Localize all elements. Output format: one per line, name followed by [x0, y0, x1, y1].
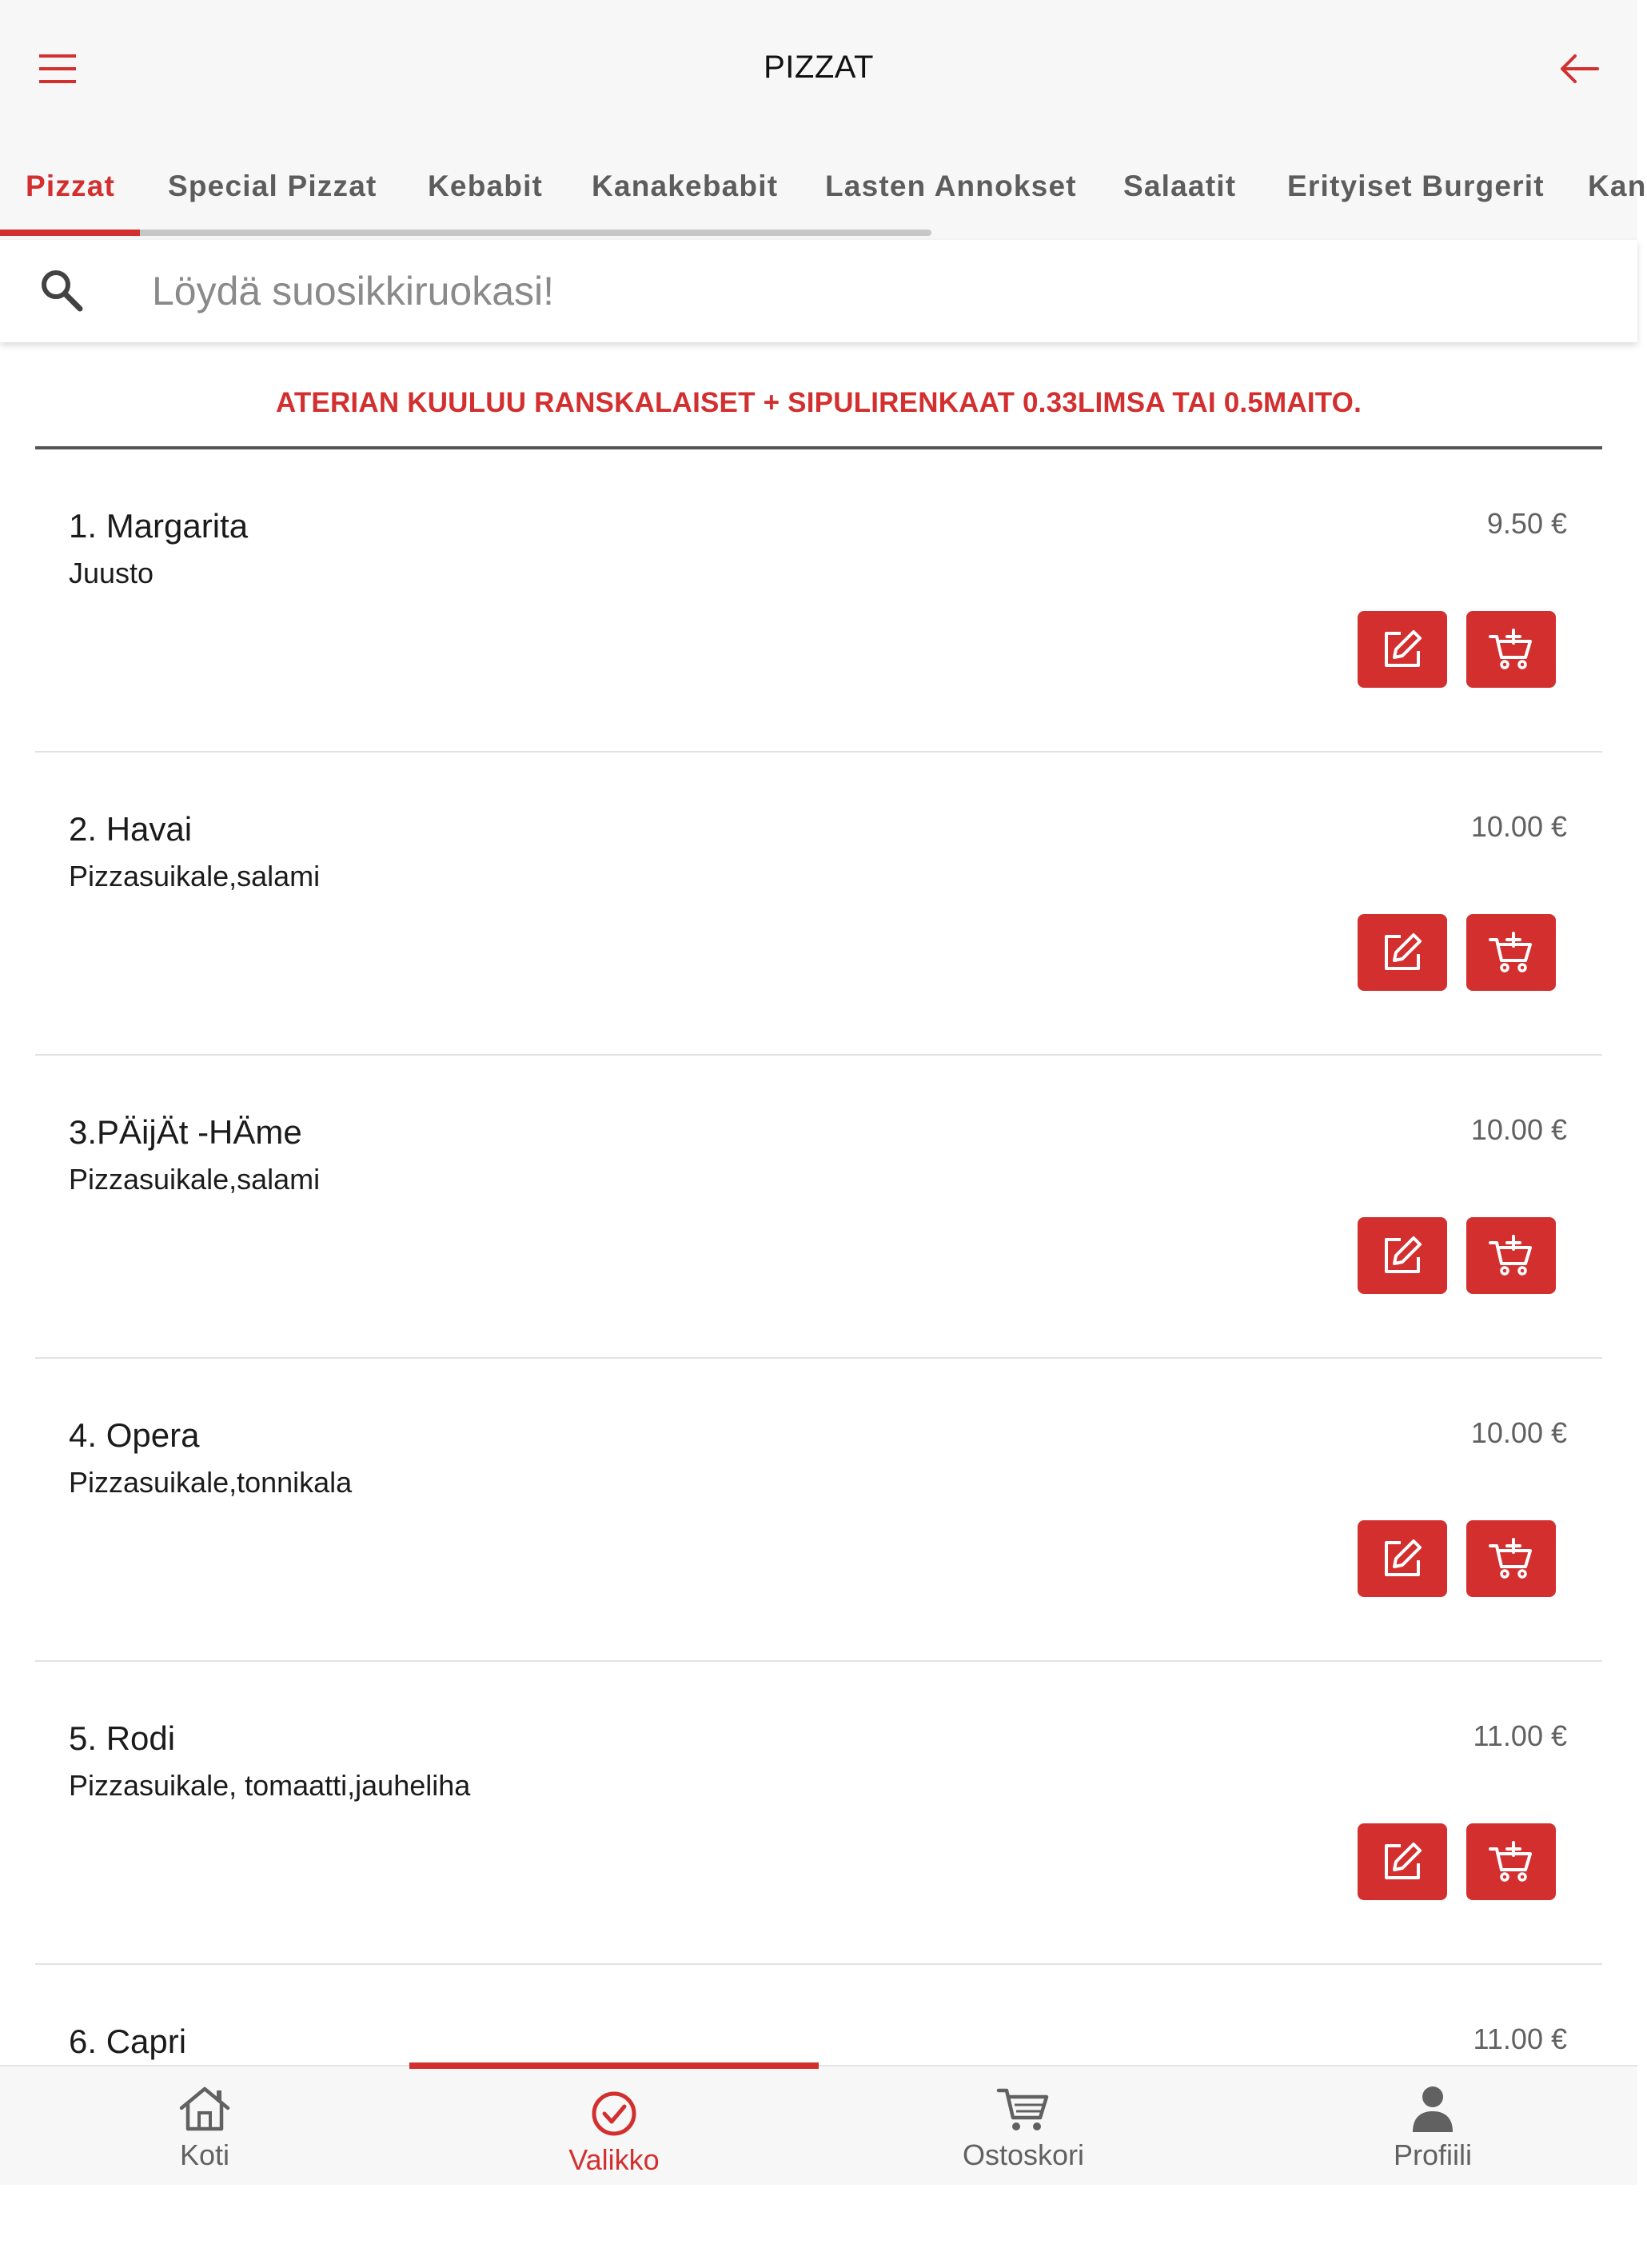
- item-description: Pizzasuikale, tomaatti,jauheliha: [69, 1769, 471, 1802]
- cart-plus-icon: [1487, 930, 1535, 975]
- tab-kebabit[interactable]: Kebabit: [428, 170, 544, 202]
- home-icon: [177, 2084, 233, 2134]
- nav-valikko[interactable]: [409, 2066, 819, 2186]
- edit-icon: [1380, 930, 1425, 975]
- search-icon: [38, 267, 85, 313]
- item-name: 1. Margarita: [69, 507, 249, 545]
- item-name: 5. Rodi: [69, 1719, 176, 1757]
- add-to-cart-button[interactable]: [1466, 611, 1556, 688]
- back-button[interactable]: [1549, 46, 1609, 91]
- list-item: [35, 1662, 1602, 1965]
- tab-lasten-annokset[interactable]: Lasten Annokset: [825, 170, 1077, 202]
- app-bar: [0, 0, 1647, 240]
- nav-profiili[interactable]: [1228, 2066, 1637, 2186]
- item-price: 11.00 €: [1473, 2022, 1567, 2055]
- tab-erityiset-burgerit[interactable]: Erityiset Burgerit: [1287, 170, 1545, 202]
- edit-item-button[interactable]: [1358, 1520, 1447, 1597]
- bottom-navigation: [0, 2065, 1637, 2185]
- item-name: 6. Capri: [69, 2022, 187, 2060]
- add-to-cart-button[interactable]: [1466, 1823, 1556, 1900]
- tab-kan[interactable]: Kan: [1588, 170, 1647, 202]
- arrow-left-icon: [1559, 53, 1599, 85]
- nav-ostoskori[interactable]: [819, 2066, 1228, 2186]
- category-tabs: [0, 138, 1647, 238]
- person-icon: [1405, 2084, 1461, 2134]
- edit-item-button[interactable]: [1358, 1823, 1447, 1900]
- list-item: [35, 1056, 1602, 1359]
- item-description: Pizzasuikale,salami: [69, 1163, 321, 1196]
- nav-label: Koti: [179, 2138, 230, 2171]
- search-bar: [0, 240, 1637, 342]
- tab-special-pizzat[interactable]: Special Pizzat: [168, 170, 377, 202]
- nav-label: Ostoskori: [962, 2138, 1085, 2171]
- cart-plus-icon: [1487, 1536, 1535, 1581]
- cart-icon: [995, 2084, 1051, 2134]
- edit-icon: [1380, 1839, 1425, 1884]
- edit-item-button[interactable]: [1358, 611, 1447, 688]
- nav-label: Profiili: [1393, 2138, 1472, 2171]
- item-price: 10.00 €: [1470, 810, 1567, 843]
- tab-salaatit[interactable]: Salaatit: [1123, 170, 1237, 202]
- edit-item-button[interactable]: [1358, 1217, 1447, 1294]
- item-price: 11.00 €: [1473, 1719, 1567, 1752]
- add-to-cart-button[interactable]: [1466, 1520, 1556, 1597]
- item-name: 3.PÄijÄt -HÄme: [69, 1113, 302, 1151]
- tab-pizzat[interactable]: Pizzat: [26, 170, 116, 202]
- cart-plus-icon: [1487, 1233, 1535, 1278]
- active-tab-indicator: [0, 230, 140, 236]
- item-name: 4. Opera: [69, 1416, 200, 1454]
- add-to-cart-button[interactable]: [1466, 1217, 1556, 1294]
- edit-item-button[interactable]: [1358, 914, 1447, 991]
- item-description: Juusto: [69, 557, 154, 589]
- cart-plus-icon: [1487, 1839, 1535, 1884]
- item-price: 9.50 €: [1486, 507, 1567, 540]
- list-item: [35, 1359, 1602, 1662]
- add-to-cart-button[interactable]: [1466, 914, 1556, 991]
- check-circle-icon: [586, 2089, 642, 2138]
- cart-plus-icon: [1487, 627, 1535, 672]
- edit-icon: [1380, 1233, 1425, 1278]
- item-price: 10.00 €: [1470, 1113, 1567, 1146]
- item-description: Pizzasuikale,salami: [69, 860, 321, 892]
- item-name: 2. Havai: [69, 810, 193, 848]
- edit-icon: [1380, 1536, 1425, 1581]
- list-item: [35, 449, 1602, 753]
- meal-notice: ATERIAN KUULUU RANSKALAISET + SIPULIRENKAAT 0.33LIMSA TAI 0.5MAITO.: [275, 387, 1362, 418]
- edit-icon: [1380, 627, 1425, 672]
- item-description: Pizzasuikale,tonnikala: [69, 1466, 353, 1499]
- nav-koti[interactable]: [0, 2066, 409, 2186]
- item-price: 10.00 €: [1470, 1416, 1567, 1449]
- menu-list: [0, 449, 1637, 2065]
- nav-label: Valikko: [568, 2143, 660, 2176]
- tab-kanakebabit[interactable]: Kanakebabit: [592, 170, 779, 202]
- top-toolbar: [0, 0, 1637, 138]
- search-input[interactable]: [152, 258, 1591, 325]
- list-item: [35, 753, 1602, 1056]
- page-title: PIZZAT: [764, 50, 874, 85]
